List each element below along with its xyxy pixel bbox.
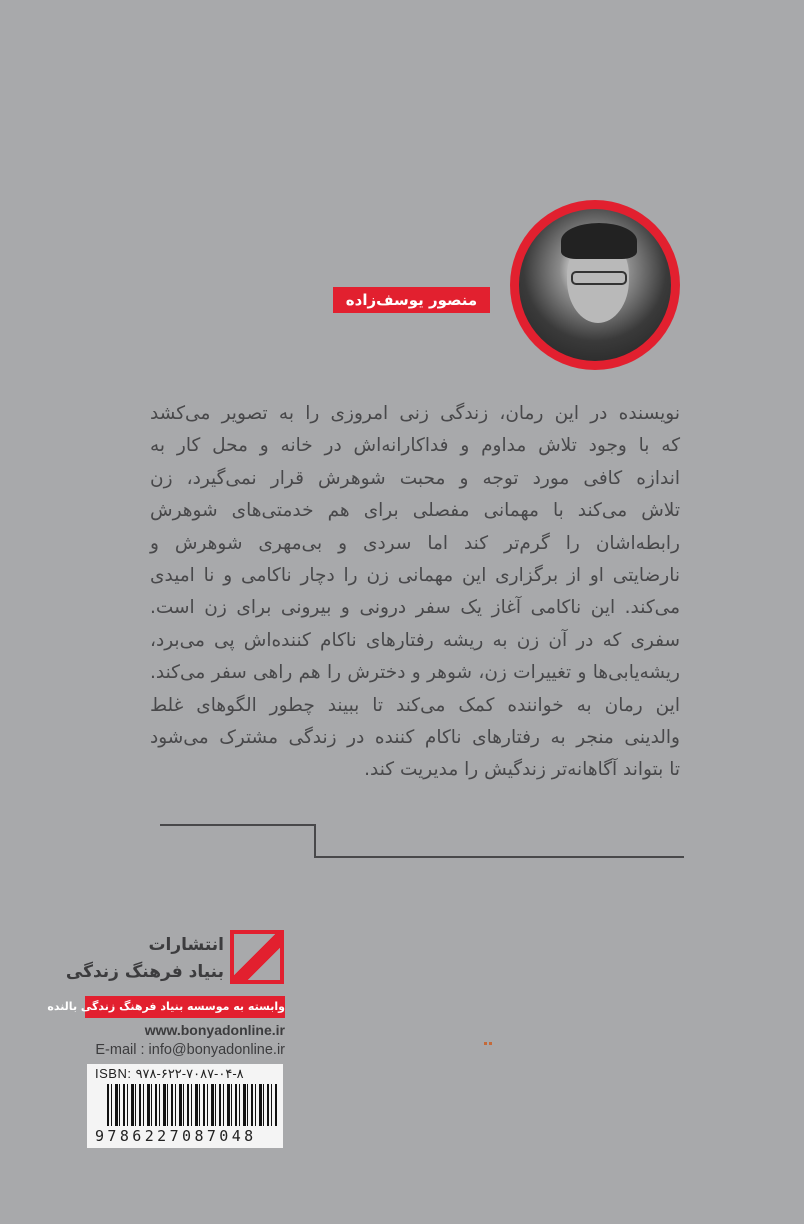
portrait-hair [561, 223, 637, 259]
author-portrait [519, 209, 671, 361]
publisher-email[interactable]: E-mail : info@bonyadonline.ir [95, 1042, 285, 1058]
barcode-digits: 9786227087048 [95, 1127, 257, 1145]
author-name: منصور یوسف‌زاده [333, 287, 490, 313]
portrait-glasses [571, 271, 627, 285]
description-line: سفری که در آن زن به ریشه رفتارهای ناکام کننده‌اش پی می‌برد، [150, 629, 680, 651]
description-line: می‌کند. این ناکامی آغاز یک سفر درونی و بیرونی برای زن است. [150, 597, 680, 619]
divider-rule [160, 824, 316, 826]
isbn-text: ISBN: ۹۷۸-۶۲۲-۷۰۸۷-۰۴-۸ [95, 1066, 244, 1081]
publisher-label: انتشارات [148, 935, 224, 955]
book-description [150, 398, 680, 787]
description-line: که با وجود تلاش مداوم و فداکارانه‌اش در خانه و محل کار به [150, 435, 680, 457]
publisher-name: بنیاد فرهنگ زندگی [65, 962, 224, 982]
description-line: تلاش می‌کند با مهمانی مفصلی برای هم خدمتی‌های شوهرش [150, 500, 680, 522]
description-line: ریشه‌یابی‌ها و تغییرات زن، شوهر و دخترش را هم راهی سفر می‌کند. [150, 662, 680, 684]
description-line: اندازه کافی مورد توجه و محبت شوهرش قرار نمی‌گیرد، زن [150, 467, 680, 489]
publisher-logo-icon [230, 930, 284, 984]
isbn-barcode [87, 1064, 283, 1148]
description-line: تا بتواند آگاهانه‌تر زندگیش را مدیریت کند. [364, 759, 680, 781]
description-line: این رمان به خواننده کمک می‌کند تا ببیند چطور الگوهای غلط [150, 694, 680, 716]
author-photo [510, 200, 680, 370]
barcode-bars [107, 1084, 277, 1126]
divider-rule [314, 856, 684, 858]
description-line: رابطه‌اشان را گرم‌تر کند اما سردی و بی‌مهری شوهرش و [150, 532, 680, 554]
description-line: نویسنده در این رمان، زندگی زنی امروزی را به تصویر می‌کشد [150, 403, 680, 424]
publisher-website[interactable]: www.bonyadonline.ir [144, 1022, 285, 1038]
print-marks [484, 1042, 492, 1045]
description-line: نارضایتی او از برگزاری این مهمانی زن را دچار ناکامی و نا امیدی [150, 564, 680, 586]
description-line: والدینی منجر به رفتارهای ناکام کننده در زندگی مشترک می‌شود [150, 726, 680, 748]
divider-rule [314, 824, 316, 858]
publisher-affiliation: وابسته به موسسه بنیاد فرهنگ زندگی بالنده [85, 996, 285, 1018]
